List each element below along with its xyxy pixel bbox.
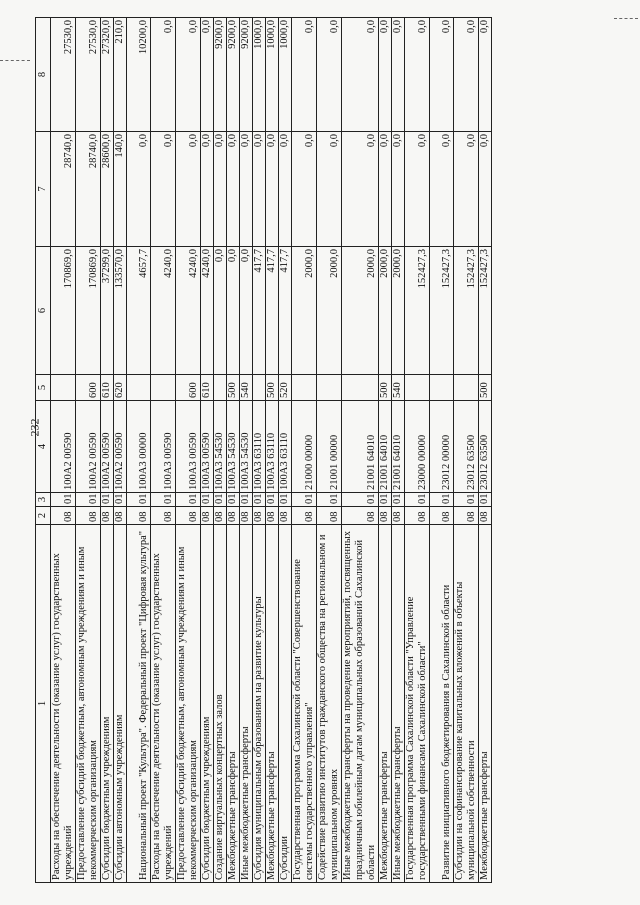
- amount-2-cell: 0,0: [317, 132, 342, 247]
- amount-1-cell: 152427,3: [454, 247, 479, 375]
- table-row: [240, 18, 253, 883]
- amount-1-cell: 0,0: [227, 247, 240, 375]
- table-row: [479, 18, 492, 883]
- table-row: [151, 18, 176, 883]
- section-cell: 08: [201, 507, 214, 525]
- amount-3-cell: 0,0: [430, 18, 454, 132]
- amount-3-cell: 9200,0: [240, 18, 253, 132]
- target-code-cell: 100А2 00590: [101, 401, 114, 493]
- expense-type-cell: 610: [201, 375, 214, 401]
- expense-type-cell: 610: [101, 375, 114, 401]
- section-cell: 08: [101, 507, 114, 525]
- expense-type-cell: [454, 375, 479, 401]
- header-cell: 2: [36, 507, 51, 525]
- section-cell: 08: [279, 507, 292, 525]
- amount-3-cell: 27320,0: [101, 18, 114, 132]
- row-name-cell: Межбюджетные трансферты: [479, 525, 492, 883]
- table-row: [342, 18, 379, 883]
- header-row: [36, 18, 51, 883]
- amount-3-cell: 10200,0: [127, 18, 151, 132]
- amount-1-cell: 170869,0: [76, 247, 101, 375]
- amount-1-cell: 152427,3: [405, 247, 430, 375]
- expense-type-cell: 540: [240, 375, 253, 401]
- amount-1-cell: 417,7: [266, 247, 279, 375]
- amount-2-cell: 0,0: [214, 132, 227, 247]
- target-code-cell: 100А3 00000: [127, 401, 151, 493]
- target-code-cell: 23012 63500: [479, 401, 492, 493]
- subsection-cell: 01: [240, 493, 253, 507]
- section-cell: 08: [127, 507, 151, 525]
- expense-type-cell: 500: [227, 375, 240, 401]
- section-cell: 08: [430, 507, 454, 525]
- target-code-cell: 21001 64010: [342, 401, 379, 493]
- header-cell: 3: [36, 493, 51, 507]
- budget-table: [35, 17, 492, 883]
- row-name-cell: Субсидия муниципальным образованиям на развитие культуры: [253, 525, 266, 883]
- row-name-cell: Содействие развитию институтов гражданского общества на региональном и муниципальном уровнях: [317, 525, 342, 883]
- target-code-cell: 21000 00000: [292, 401, 317, 493]
- expense-type-cell: 520: [279, 375, 292, 401]
- amount-3-cell: 210,0: [114, 18, 127, 132]
- expense-type-cell: [151, 375, 176, 401]
- row-name-cell: Межбюджетные трансферты: [227, 525, 240, 883]
- subsection-cell: 01: [392, 493, 405, 507]
- section-cell: 08: [51, 507, 76, 525]
- subsection-cell: 01: [253, 493, 266, 507]
- amount-2-cell: 28740,0: [51, 132, 76, 247]
- amount-1-cell: 170869,0: [51, 247, 76, 375]
- amount-2-cell: 0,0: [279, 132, 292, 247]
- target-code-cell: 23000 00000: [405, 401, 430, 493]
- section-cell: 08: [342, 507, 379, 525]
- subsection-cell: 01: [214, 493, 227, 507]
- subsection-cell: 01: [430, 493, 454, 507]
- row-name-cell: Предоставление субсидий бюджетным, автономным учреждениям и иным некоммерческим организациям: [176, 525, 201, 883]
- target-code-cell: 100А2 00590: [51, 401, 76, 493]
- amount-2-cell: 0,0: [292, 132, 317, 247]
- expense-type-cell: 500: [266, 375, 279, 401]
- amount-1-cell: 2000,0: [317, 247, 342, 375]
- row-name-cell: Иные межбюджетные трансферты: [392, 525, 405, 883]
- amount-1-cell: 4240,0: [176, 247, 201, 375]
- section-cell: 08: [253, 507, 266, 525]
- amount-3-cell: 0,0: [392, 18, 405, 132]
- row-name-cell: Иные межбюджетные трансферты: [240, 525, 253, 883]
- amount-1-cell: 4240,0: [151, 247, 176, 375]
- amount-2-cell: 0,0: [253, 132, 266, 247]
- section-cell: 08: [151, 507, 176, 525]
- table-row: [292, 18, 317, 883]
- amount-1-cell: 2000,0: [392, 247, 405, 375]
- row-name-cell: Создание виртуальных концертных залов: [214, 525, 227, 883]
- row-name-cell: Развитие инициативного бюджетирования в Сахалинской области: [430, 525, 454, 883]
- section-cell: 08: [240, 507, 253, 525]
- amount-2-cell: 0,0: [227, 132, 240, 247]
- amount-1-cell: 152427,3: [479, 247, 492, 375]
- target-code-cell: 100А3 63110: [253, 401, 266, 493]
- row-name-cell: Предоставление субсидий бюджетным, автономным учреждениям и иным некоммерческим организациям: [76, 525, 101, 883]
- target-code-cell: 23012 00000: [430, 401, 454, 493]
- table-row: [214, 18, 227, 883]
- expense-type-cell: [214, 375, 227, 401]
- target-code-cell: 100А2 00590: [76, 401, 101, 493]
- subsection-cell: 01: [292, 493, 317, 507]
- row-name-cell: Национальный проект "Культура". Федеральный проект "Цифровая культура": [127, 525, 151, 883]
- target-code-cell: 100А3 63110: [266, 401, 279, 493]
- amount-3-cell: 0,0: [292, 18, 317, 132]
- header-cell: 1: [36, 525, 51, 883]
- expense-type-cell: [430, 375, 454, 401]
- subsection-cell: 01: [479, 493, 492, 507]
- table-row: [379, 18, 392, 883]
- amount-3-cell: 9200,0: [227, 18, 240, 132]
- amount-3-cell: 0,0: [176, 18, 201, 132]
- amount-3-cell: 27530,0: [51, 18, 76, 132]
- expense-type-cell: 500: [479, 375, 492, 401]
- section-cell: 08: [317, 507, 342, 525]
- subsection-cell: 01: [127, 493, 151, 507]
- expense-type-cell: [127, 375, 151, 401]
- table-row: [317, 18, 342, 883]
- table-row: [392, 18, 405, 883]
- document-scan: [35, 15, 625, 885]
- subsection-cell: 01: [201, 493, 214, 507]
- section-cell: 08: [214, 507, 227, 525]
- table-row: [253, 18, 266, 883]
- subsection-cell: 01: [342, 493, 379, 507]
- target-code-cell: 21001 64010: [392, 401, 405, 493]
- table-row: [266, 18, 279, 883]
- amount-1-cell: 152427,3: [430, 247, 454, 375]
- amount-2-cell: 28740,0: [76, 132, 101, 247]
- amount-3-cell: 1000,0: [266, 18, 279, 132]
- subsection-cell: 01: [101, 493, 114, 507]
- expense-type-cell: [342, 375, 379, 401]
- amount-2-cell: 0,0: [430, 132, 454, 247]
- section-cell: 08: [405, 507, 430, 525]
- row-name-cell: Расходы на обеспечение деятельности (оказание услуг) государственных учреждений: [51, 525, 76, 883]
- row-name-cell: Субсидии на софинансирование капитальных вложений в объекты муниципальной собственности: [454, 525, 479, 883]
- target-code-cell: 100А3 54530: [227, 401, 240, 493]
- header-cell: 5: [36, 375, 51, 401]
- target-code-cell: 21001 00000: [317, 401, 342, 493]
- amount-2-cell: 0,0: [176, 132, 201, 247]
- amount-2-cell: 0,0: [479, 132, 492, 247]
- amount-2-cell: 0,0: [151, 132, 176, 247]
- amount-1-cell: 417,7: [279, 247, 292, 375]
- row-name-cell: Иные межбюджетные трансферты на проведение мероприятий, посвященных праздничным юбилейным датам муниципальных образований Сахалинской области: [342, 525, 379, 883]
- amount-2-cell: 0,0: [342, 132, 379, 247]
- expense-type-cell: 620: [114, 375, 127, 401]
- subsection-cell: 01: [454, 493, 479, 507]
- header-cell: 4: [36, 401, 51, 493]
- expense-type-cell: 540: [392, 375, 405, 401]
- table-row: [430, 18, 454, 883]
- subsection-cell: 01: [227, 493, 240, 507]
- amount-3-cell: 0,0: [151, 18, 176, 132]
- amount-2-cell: 140,0: [114, 132, 127, 247]
- row-name-cell: Субсидии автономным учреждениям: [114, 525, 127, 883]
- table-row: [201, 18, 214, 883]
- row-name-cell: Государственная программа Сахалинской области "Совершенствование системы государственного управления": [292, 525, 317, 883]
- row-name-cell: Межбюджетные трансферты: [266, 525, 279, 883]
- subsection-cell: 01: [114, 493, 127, 507]
- subsection-cell: 01: [279, 493, 292, 507]
- header-cell: 8: [36, 18, 51, 132]
- amount-2-cell: 0,0: [127, 132, 151, 247]
- amount-3-cell: 0,0: [405, 18, 430, 132]
- scan-mark: [0, 60, 30, 61]
- subsection-cell: 01: [379, 493, 392, 507]
- amount-2-cell: 0,0: [392, 132, 405, 247]
- expense-type-cell: [405, 375, 430, 401]
- section-cell: 08: [392, 507, 405, 525]
- subsection-cell: 01: [317, 493, 342, 507]
- target-code-cell: 100А3 54530: [214, 401, 227, 493]
- subsection-cell: 01: [51, 493, 76, 507]
- amount-2-cell: 0,0: [266, 132, 279, 247]
- amount-2-cell: 28600,0: [101, 132, 114, 247]
- table-row: [454, 18, 479, 883]
- row-name-cell: Межбюджетные трансферты: [379, 525, 392, 883]
- target-code-cell: 23012 63500: [454, 401, 479, 493]
- page-number: 232: [27, 418, 42, 437]
- subsection-cell: 01: [405, 493, 430, 507]
- section-cell: 08: [479, 507, 492, 525]
- expense-type-cell: [317, 375, 342, 401]
- section-cell: 08: [76, 507, 101, 525]
- amount-1-cell: 2000,0: [292, 247, 317, 375]
- amount-2-cell: 0,0: [201, 132, 214, 247]
- rotated-page: [35, 18, 620, 883]
- header-cell: 6: [36, 247, 51, 375]
- table-row: [101, 18, 114, 883]
- table-row: [76, 18, 101, 883]
- amount-1-cell: 4240,0: [201, 247, 214, 375]
- amount-2-cell: 0,0: [405, 132, 430, 247]
- amount-3-cell: 27530,0: [76, 18, 101, 132]
- section-cell: 08: [114, 507, 127, 525]
- subsection-cell: 01: [151, 493, 176, 507]
- table-row: [127, 18, 151, 883]
- amount-3-cell: 0,0: [342, 18, 379, 132]
- table-row: [176, 18, 201, 883]
- amount-2-cell: 0,0: [240, 132, 253, 247]
- amount-1-cell: 4657,7: [127, 247, 151, 375]
- table-row: [114, 18, 127, 883]
- amount-1-cell: 0,0: [214, 247, 227, 375]
- table-row: [227, 18, 240, 883]
- amount-2-cell: 0,0: [379, 132, 392, 247]
- subsection-cell: 01: [176, 493, 201, 507]
- amount-1-cell: 417,7: [253, 247, 266, 375]
- expense-type-cell: 600: [176, 375, 201, 401]
- target-code-cell: 21001 64010: [379, 401, 392, 493]
- row-name-cell: Государственная программа Сахалинской области "Управление государственными финансами Сахалинской области": [405, 525, 430, 883]
- amount-1-cell: 133570,0: [114, 247, 127, 375]
- table-row: [405, 18, 430, 883]
- section-cell: 08: [379, 507, 392, 525]
- amount-3-cell: 0,0: [454, 18, 479, 132]
- row-name-cell: Субсидии: [279, 525, 292, 883]
- target-code-cell: 100А3 00590: [176, 401, 201, 493]
- target-code-cell: 100А3 00590: [151, 401, 176, 493]
- amount-1-cell: 0,0: [240, 247, 253, 375]
- amount-3-cell: 0,0: [379, 18, 392, 132]
- header-cell: 7: [36, 132, 51, 247]
- section-cell: 08: [176, 507, 201, 525]
- target-code-cell: 100А2 00590: [114, 401, 127, 493]
- table-row: [279, 18, 292, 883]
- section-cell: 08: [266, 507, 279, 525]
- table-row: [51, 18, 76, 883]
- amount-1-cell: 2000,0: [342, 247, 379, 375]
- amount-3-cell: 0,0: [317, 18, 342, 132]
- amount-3-cell: 0,0: [201, 18, 214, 132]
- amount-1-cell: 2000,0: [379, 247, 392, 375]
- expense-type-cell: [292, 375, 317, 401]
- section-cell: 08: [227, 507, 240, 525]
- row-name-cell: Субсидии бюджетным учреждениям: [101, 525, 114, 883]
- amount-3-cell: 1000,0: [253, 18, 266, 132]
- expense-type-cell: [51, 375, 76, 401]
- expense-type-cell: 600: [76, 375, 101, 401]
- subsection-cell: 01: [76, 493, 101, 507]
- amount-2-cell: 0,0: [454, 132, 479, 247]
- subsection-cell: 01: [266, 493, 279, 507]
- row-name-cell: Субсидии бюджетным учреждениям: [201, 525, 214, 883]
- amount-3-cell: 1000,0: [279, 18, 292, 132]
- section-cell: 08: [454, 507, 479, 525]
- row-name-cell: Расходы на обеспечение деятельности (оказание услуг) государственных учреждений: [151, 525, 176, 883]
- target-code-cell: 100А3 00590: [201, 401, 214, 493]
- expense-type-cell: [253, 375, 266, 401]
- expense-type-cell: 500: [379, 375, 392, 401]
- amount-3-cell: 9200,0: [214, 18, 227, 132]
- target-code-cell: 100А3 63110: [279, 401, 292, 493]
- section-cell: 08: [292, 507, 317, 525]
- amount-1-cell: 37299,0: [101, 247, 114, 375]
- amount-3-cell: 0,0: [479, 18, 492, 132]
- target-code-cell: 100А3 54530: [240, 401, 253, 493]
